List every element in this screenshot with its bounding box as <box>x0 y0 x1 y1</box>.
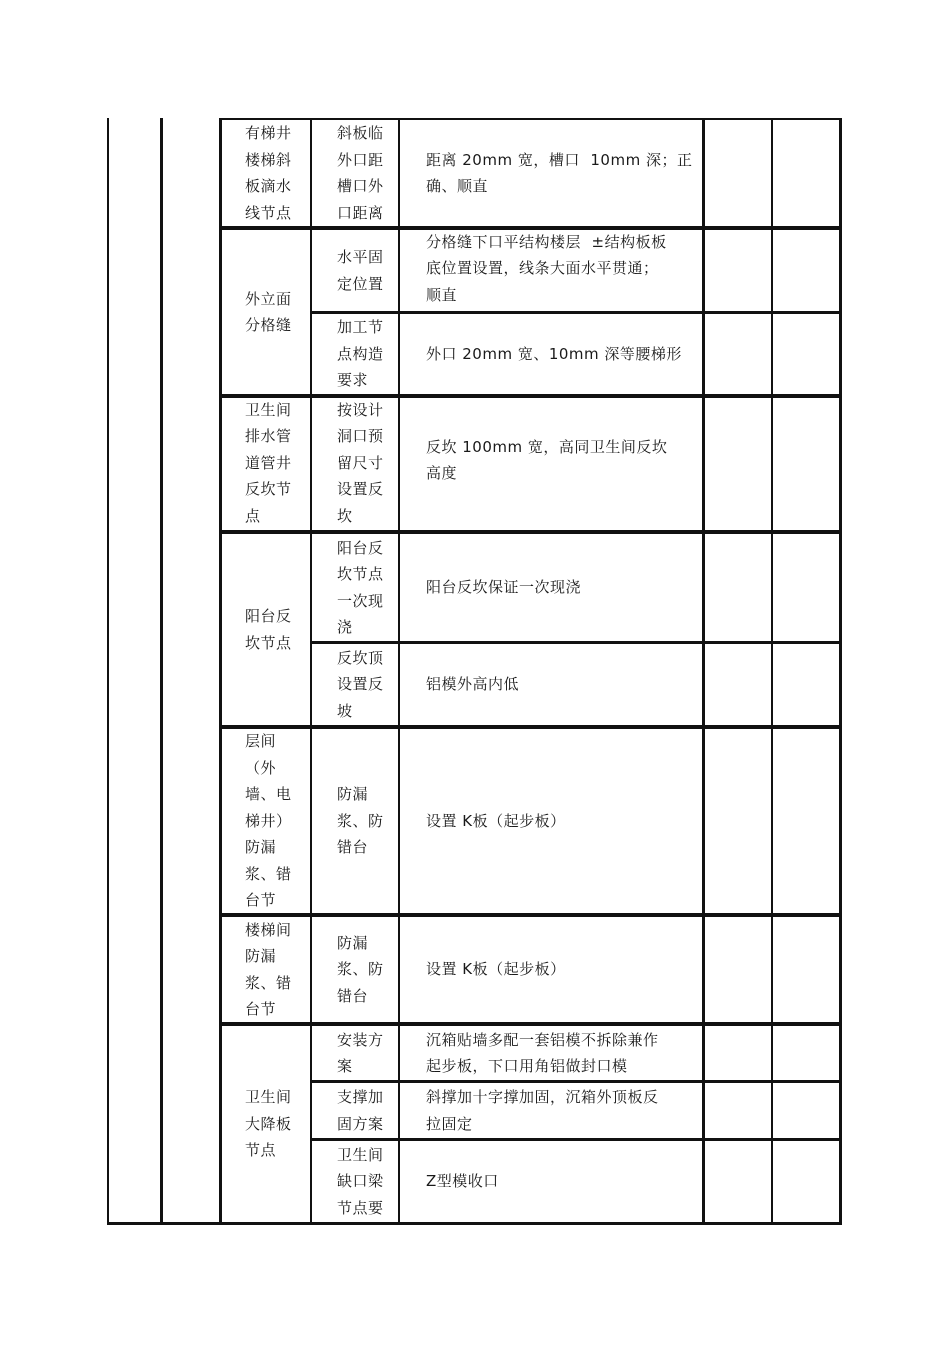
check-item-text: 卫生间 大降板 节点 <box>245 1088 292 1160</box>
check-point-text: 安装方 案 <box>337 1030 384 1075</box>
check-point-cell <box>312 1026 398 1080</box>
check-item-text: 楼梯间 防漏 浆、错 台节 <box>245 920 292 1018</box>
requirement-text: 外口 20mm 宽、10mm 深等腰梯形 <box>426 344 682 363</box>
table-border-right <box>839 118 842 1225</box>
requirement-text: 反坎 100mm 宽，高同卫生间反坎 高度 <box>426 437 668 482</box>
requirement-cell <box>400 1141 702 1222</box>
check-point-text: 斜板临 外口距 槽口外 口距离 <box>337 124 384 222</box>
check-point-cell <box>312 396 398 530</box>
check-point-text: 防漏 浆、防 错台 <box>337 785 384 857</box>
requirement-text: 分格缝下口平结构楼层 ±结构板板 底位置设置，线条大面水平贯通； 顺直 <box>426 232 667 304</box>
check-item-cell <box>222 1026 310 1222</box>
requirement-text: 阳台反坎保证一次现浇 <box>426 578 582 597</box>
check-point-text: 水平固 定位置 <box>337 248 384 293</box>
check-item-text: 外立面 分格缝 <box>245 289 292 334</box>
requirement-cell <box>400 729 702 913</box>
requirement-text: Z型模收口 <box>426 1172 499 1191</box>
requirement-cell <box>400 314 702 394</box>
column-divider-5 <box>702 118 705 1225</box>
check-item-cell <box>222 120 310 226</box>
requirement-text: 设置 K板（起步板） <box>426 811 566 830</box>
check-point-cell <box>312 120 398 226</box>
check-point-cell <box>312 314 398 394</box>
requirement-cell <box>400 120 702 226</box>
column-divider-1 <box>160 118 163 1225</box>
left-col-separator <box>107 226 109 230</box>
left-col-separator <box>160 226 163 230</box>
check-point-cell <box>312 1083 398 1138</box>
check-point-text: 反坎顶 设置反 坡 <box>337 648 384 720</box>
check-point-text: 卫生间 缺口梁 节点要 <box>337 1145 384 1217</box>
check-item-cell <box>222 917 310 1022</box>
table-border-left <box>107 118 109 1225</box>
check-item-text: 阳台反 坎节点 <box>245 607 292 652</box>
check-point-text: 防漏 浆、防 错台 <box>337 933 384 1005</box>
check-item-text: 有梯井 楼梯斜 板滴水 线节点 <box>245 124 292 222</box>
check-item-text: 卫生间 排水管 道管井 反坎节 点 <box>245 400 292 525</box>
check-item-cell <box>222 534 310 725</box>
requirement-text: 距离 20mm 宽，槽口 10mm 深；正 确、顺直 <box>426 150 693 195</box>
check-point-text: 加工节 点构造 要求 <box>337 318 384 390</box>
check-item-cell <box>222 230 310 394</box>
check-item-text: 层间 （外 墙、电 梯井） 防漏 浆、错 台节 <box>245 732 292 910</box>
check-point-cell <box>312 729 398 913</box>
check-point-cell <box>312 230 398 311</box>
check-point-cell <box>312 1141 398 1222</box>
requirement-cell <box>400 1083 702 1138</box>
requirement-cell <box>400 534 702 641</box>
requirement-cell <box>400 398 702 522</box>
check-point-text: 按设计 洞口预 留尺寸 设置反 坎 <box>337 400 384 525</box>
requirement-cell <box>400 228 702 309</box>
requirement-cell <box>400 1026 702 1080</box>
check-point-cell <box>312 644 398 725</box>
table-border-bottom <box>107 1222 842 1225</box>
requirement-text: 铝模外高内低 <box>426 675 520 694</box>
check-item-cell <box>222 729 310 913</box>
requirement-cell <box>400 917 702 1022</box>
check-item-cell <box>222 396 310 530</box>
requirement-text: 斜撑加十字撑加固，沉箱外顶板反 拉固定 <box>426 1088 659 1133</box>
requirement-text: 沉箱贴墙多配一套铝模不拆除兼作 起步板，下口用角铝做封口模 <box>426 1030 659 1075</box>
requirement-text: 设置 K板（起步板） <box>426 960 566 979</box>
check-point-text: 支撑加 固方案 <box>337 1088 384 1133</box>
check-point-cell <box>312 534 398 641</box>
column-divider-6 <box>771 118 773 1225</box>
requirement-cell <box>400 644 702 725</box>
check-point-text: 阳台反 坎节点 一次现 浇 <box>337 538 384 636</box>
check-point-cell <box>312 917 398 1022</box>
